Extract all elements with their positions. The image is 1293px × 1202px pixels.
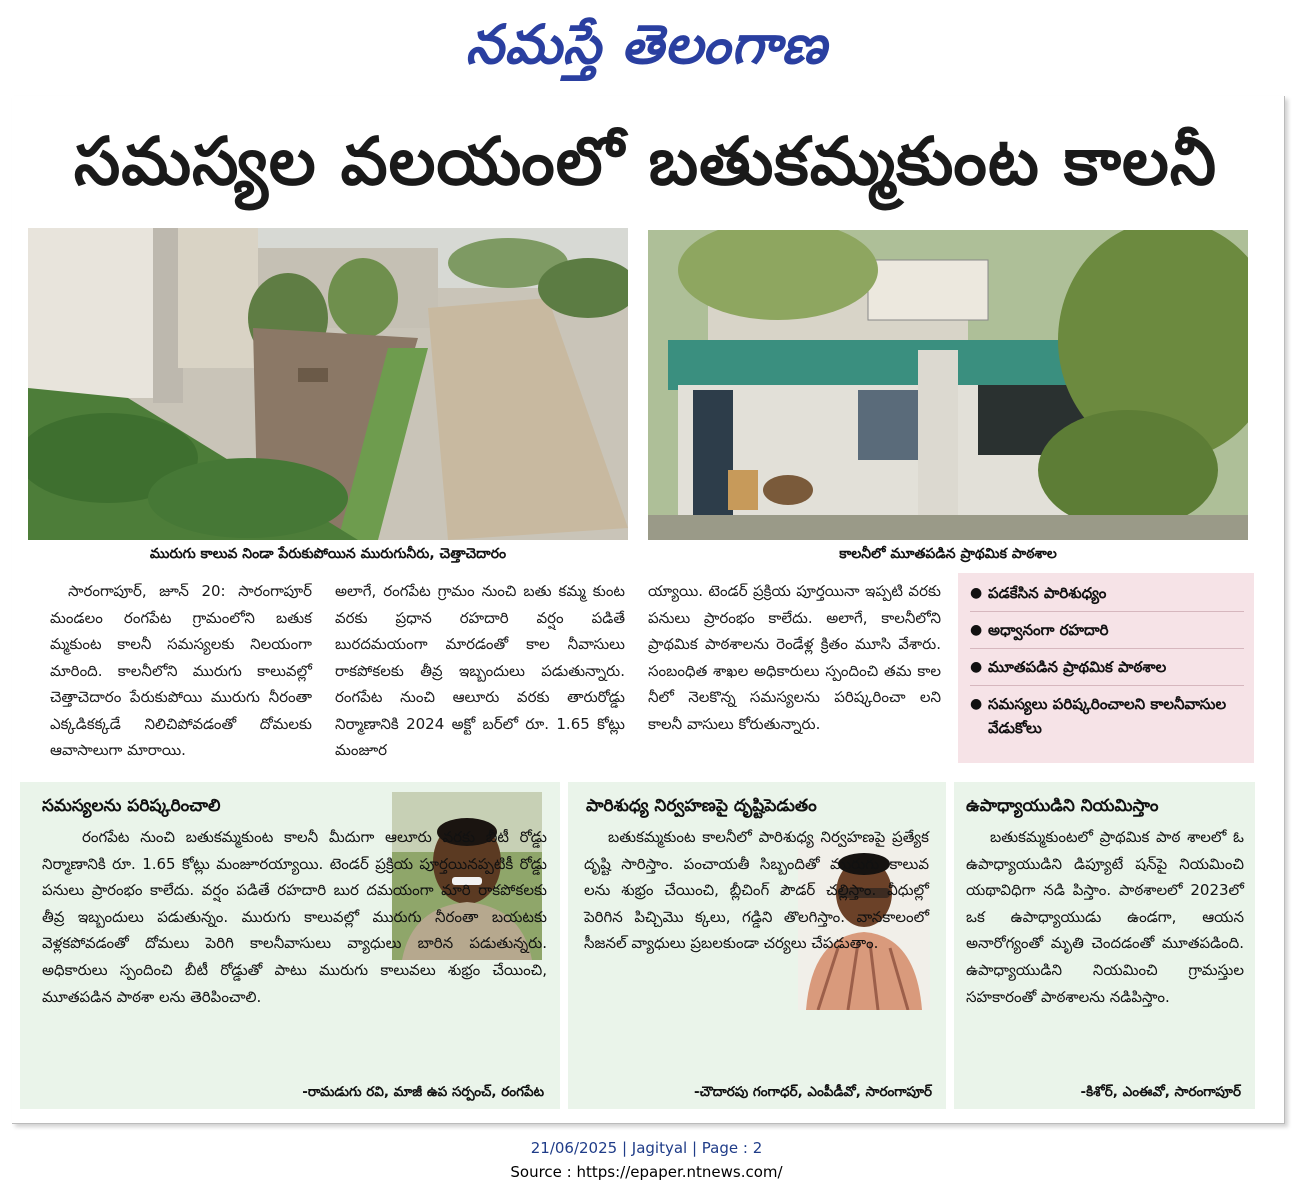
masthead-title: నమస్తే తెలంగాణ bbox=[465, 12, 828, 76]
quote-box-text: బతుకమ్మకుంటలో ప్రాథమిక పాఠ శాలలో ఓ ఉపాధ్యాయుడిని డిప్యూటే షన్‌పై నియమించి యథావిధిగా నడి పిస్తాం. పాఠశాలలో 2023లో ఒక ఉపాధ్యాయుడు ఉండగా, ఆయన అనారోగ్యంతో మృతి చెందడంతో మూతపడింది. ఉపాధ్యాయుడిని నియమించి గ్రామస్తుల సహకారంతో పాఠశాలను నడిపిస్తాం. bbox=[966, 828, 1244, 1006]
article-col-1: సారంగాపూర్, జూన్ 20: సారంగాపూర్ మండలం రంగపేట గ్రామంలోని బతుక మ్మకుంట కాలనీ సమస్యలకు నిలయంగా మారింది. కాలనీలోని మురుగు కాలువల్లో చెత్తాచెదారం పేరుకుపోయి మురుగు నీరంతా ఎక్కడికక్కడే నిలిచిపోవడంతో దోమలకు ఆవాసాలుగా మారాయి. bbox=[50, 582, 312, 759]
quote-box-signature: -చౌదారపు గంగాధర్, ఎంపీడీవో, సారంగాపూర్ bbox=[694, 1084, 932, 1100]
highlight-text: మూతపడిన ప్రాథమిక పాఠశాల bbox=[988, 658, 1167, 676]
headline: సమస్యల వలయంలో బతుకమ్మకుంట కాలనీ bbox=[73, 123, 1218, 200]
quote-box-text: రంగపేట నుంచి బతుకమ్మకుంట కాలనీ మీదుగా ఆలూరు వరకు బీటీ రోడ్డు నిర్మాణానికి రూ. 1.65 కోట్లు మంజూరయ్యాయి. టెండర్ ప్రక్రియ పూర్తయినప్పటికీ రోడ్డు పనులు ప్రారంభం కాలేదు. వర్షం పడితే రహదారి బుర దమయంగా మారి రాకపోకలకు తీవ్ర ఇబ్బందులు పడుతున్నం. మురుగు కాలువల్లో మురుగు నీరంతా బయటకు వెళ్లకపోవడంతో దోమలు పెరిగి కాలనీవాసులు వ్యాధులు బారిన పడుతున్నరు. అధికారులు స్పందించి బీటీ రోడ్డుతో పాటు మురుగు కాలువలు శుభ్రం చేయించి, మూతపడిన పాఠశా లను తెరిపించాలి. bbox=[42, 828, 547, 1006]
bullet-icon: ● bbox=[970, 659, 983, 675]
divider bbox=[970, 685, 1244, 686]
divider bbox=[970, 648, 1244, 649]
quote-box-title: ఉపాధ్యాయుడిని నియమిస్తాం bbox=[966, 796, 1159, 816]
highlight-item bbox=[970, 581, 1244, 605]
school-photo-image bbox=[648, 230, 1248, 540]
bullet-icon: ● bbox=[970, 622, 983, 638]
quote-box-title: సమస్యలను పరిష్కరించాలి bbox=[42, 796, 221, 816]
school-photo-caption: కాలనీలో మూతపడిన ప్రాథమిక పాఠశాల bbox=[839, 546, 1057, 562]
quote-box-text: బతుకమ్మకుంట కాలనీలో పారిశుధ్య నిర్వహణపై ప్రత్యేక దృష్టి సారిస్తాం. పంచాయతీ సిబ్బందితో మురుగు కాలువ లను శుభ్రం చేయించి, బ్లీచింగ్ పౌడర్ చల్లిస్తాం. వీధుల్లో పెరిగిన పిచ్చిమొ క్కలు, గడ్డిని తొలగిస్తాం. వానకాలంలో సీజనల్ వ్యాధులు ప్రబలకుండా చర్యలు చేపడుతాం. bbox=[584, 828, 929, 953]
masthead bbox=[0, 0, 1293, 90]
article-col-3: య్యాయి. టెండర్ ప్రక్రియ పూర్తయినా ఇప్పటి వరకు పనులు ప్రారంభం కాలేదు. అలాగే, కాలనీలోని ప్రాథమిక పాఠశాలను రెండేళ్ల క్రితం మూసి వేశారు. సంబంధిత శాఖల అధికారులు స్పందించి తమ కాల నీలో నెలకొన్న సమస్యలను పరిష్కరించా లని కాలనీ వాసులు కోరుతున్నారు. bbox=[648, 582, 941, 733]
quote-box-signature: -కిశోర్, ఎంఈవో, సారంగాపూర్ bbox=[1080, 1084, 1241, 1100]
highlight-text: అధ్వానంగా రహదారి bbox=[988, 621, 1109, 639]
footer-source: Source : https://epaper.ntnews.com/ bbox=[510, 1163, 783, 1181]
highlights-box bbox=[958, 573, 1254, 763]
drain-photo-image bbox=[28, 228, 628, 540]
quote-box-title: పారిశుధ్య నిర్వహణపై దృష్టిపెడుతం bbox=[586, 796, 817, 816]
quote-box-2 bbox=[568, 782, 946, 1109]
quote-box-3 bbox=[954, 782, 1255, 1109]
highlight-text: పడకేసిన పారిశుధ్యం bbox=[988, 584, 1107, 602]
highlight-item bbox=[970, 655, 1244, 679]
drain-photo-caption: మురుగు కాలువ నిండా పేరుకుపోయిన మురుగునీరు, చెత్తాచెదారం bbox=[149, 546, 507, 562]
quote-box-signature: -రామడుగు రవి, మాజీ ఉప సర్పంచ్, రంగపేట bbox=[302, 1084, 544, 1100]
bullet-icon: ● bbox=[970, 585, 983, 601]
highlight-item bbox=[970, 692, 1244, 740]
divider bbox=[970, 611, 1244, 612]
footer-date-edition: 21/06/2025 | Jagityal | Page : 2 bbox=[530, 1139, 763, 1157]
article-col-2: అలాగే, రంగపేట గ్రామం నుంచి బతు కమ్మ కుంట వరకు ప్రధాన రహదారి వర్షం పడితే బురదమయంగా మారడంతో కాల నీవాసులు రాకపోకలకు తీవ్ర ఇబ్బందులు పడుతున్నారు. రంగపేట నుంచి ఆలూరు వరకు తారురోడ్డు నిర్మాణానికి 2024 అక్టో బర్‌లో రూ. 1.65 కోట్లు మంజూర bbox=[335, 582, 625, 759]
highlight-text: సమస్యలు పరిష్కరించాలని కాలనీవాసుల వేడుకోలు bbox=[988, 695, 1227, 737]
drain-photo bbox=[28, 228, 628, 540]
highlight-item bbox=[970, 618, 1244, 642]
school-photo bbox=[648, 230, 1248, 540]
quote-box-1 bbox=[20, 782, 560, 1109]
bullet-icon: ● bbox=[970, 696, 983, 712]
